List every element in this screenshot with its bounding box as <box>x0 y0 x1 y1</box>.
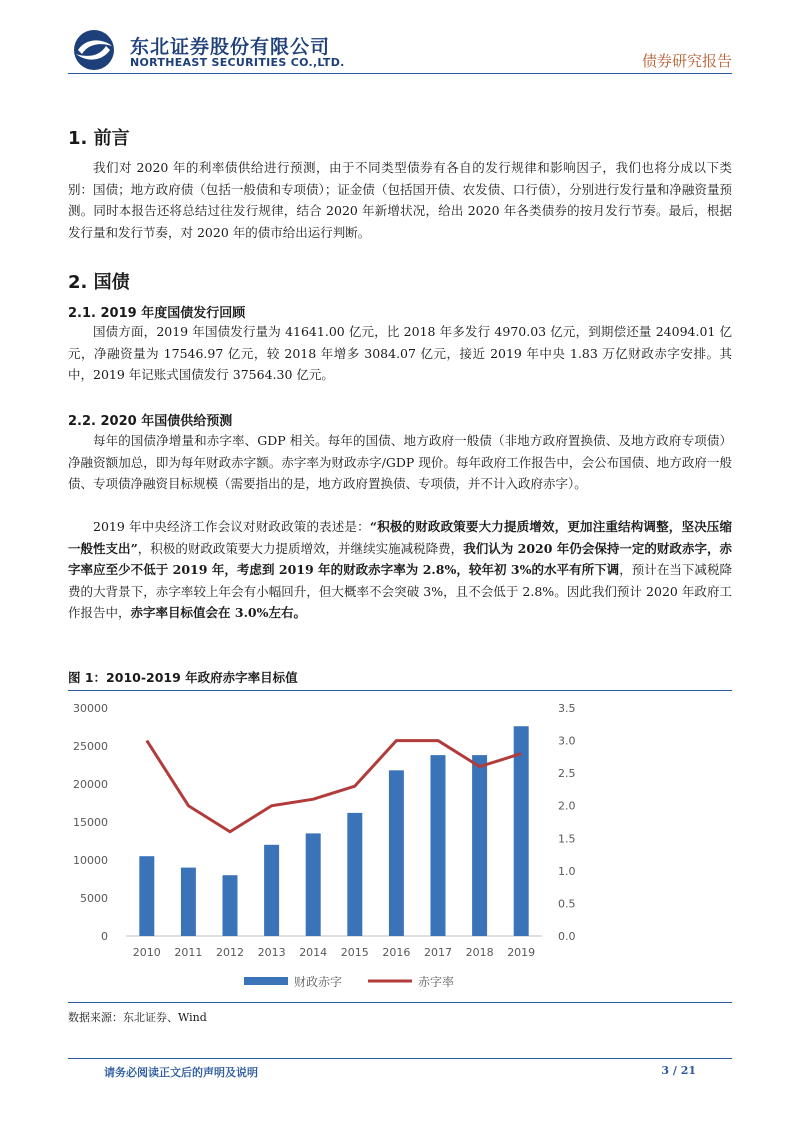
bar-deficit <box>347 813 362 936</box>
bar-deficit <box>264 845 279 936</box>
footer-disclaimer: 请务必阅读正文后的声明及说明 <box>104 1066 258 1079</box>
page-number: 3 / 21 <box>661 1064 696 1077</box>
bar-deficit <box>223 875 238 936</box>
figure-title: 图 1：2010-2019 年政府赤字率目标值 <box>68 670 298 685</box>
legend-bar-swatch <box>244 977 288 985</box>
x-tick-label: 2019 <box>507 946 536 959</box>
x-tick-label: 2010 <box>132 946 161 959</box>
para2-part-b: “积极的财政政策要大力提质增效，更加注重结构调整，坚决压缩一般性支出” <box>68 519 732 556</box>
company-name-en: NORTHEAST SECURITIES CO.,LTD. <box>130 56 345 69</box>
y-left-tick-label: 10000 <box>73 854 108 867</box>
subsection-2-1-paragraph: 国债方面，2019 年国债发行量为 41641.00 亿元，比 2018 年多发行 4970.03 亿元，到期偿还量 24094.01 亿元，净融资量为 17546.97 亿元，较 2018 年增多 3084.07 亿元，接近 2019 年中央 1.83 万亿财政赤字安排。其中，2019 年记账式国债发行 37564.30 亿元。 <box>68 324 732 382</box>
deficit-chart <box>68 692 732 1002</box>
header-divider <box>68 73 732 74</box>
para2-part-a: 2019 年中央经济工作会议对财政政策的表述是： <box>93 519 370 534</box>
subsection-2-1-title: 2.1. 2019 年度国债发行回顾 <box>68 306 246 321</box>
section-2-title: 2. 国债 <box>68 272 130 293</box>
y-left-tick-label: 15000 <box>73 816 108 829</box>
company-name-cn: 东北证券股份有限公司 <box>130 36 331 58</box>
figure-bottom-rule <box>68 1002 732 1003</box>
y-right-tick-label: 2.0 <box>558 799 576 813</box>
y-left-tick-label: 25000 <box>73 740 108 753</box>
x-tick-label: 2017 <box>424 946 452 959</box>
bar-deficit <box>306 833 321 936</box>
subsection-2-2-paragraph-1: 每年的国债净增量和赤字率、GDP 相关。每年的国债、地方政府一般债（非地方政府置换债、及地方政府专项债）净融资额加总，即为每年财政赤字额。赤字率为财政赤字/GDP 现价。每年政府工作报告中，会公布国债、地方政府一般债、专项债净融资目标规模（需要指出的是，地方政府置换债、专项债，并不计入政府赤字）。 <box>68 433 732 491</box>
subsection-2-2-title: 2.2. 2020 年国债供给预测 <box>68 414 233 429</box>
y-left-tick-label: 20000 <box>73 778 108 791</box>
line-deficit-rate <box>147 741 521 832</box>
x-tick-label: 2011 <box>174 946 203 959</box>
para2-part-d: 我们认为 2020 年仍会保持一定的财政赤字，赤字率应至少不低于 2019 年，考虑到 2019 年的财政赤字率为 2.8%，较年初 3%的水平有所下调 <box>68 540 732 577</box>
bar-deficit <box>514 726 529 936</box>
y-left-tick-label: 30000 <box>73 702 108 715</box>
bar-deficit <box>181 868 196 936</box>
bar-deficit <box>472 755 487 936</box>
y-right-tick-label: 2.5 <box>558 767 576 781</box>
subsection-2-2-paragraph-2 <box>68 516 732 624</box>
x-tick-label: 2014 <box>299 946 328 959</box>
para2-part-e: ，预计在当下减税降费的大背景下，赤字率较上年会有小幅回升，但大概率不会突破 3%，且不会低于 2.8%。因此我们预计 2020 年政府工作报告中， <box>68 562 732 620</box>
section-1-paragraph: 我们对 2020 年的利率债供给进行预测，由于不同类型债券有各自的发行规律和影响因子，我们也将分成以下类别：国债；地方政府债（包括一般债和专项债）；证金债（包括国开债、农发债、口行债），分别进行发行量和净融资量预测。同时本报告还将总结过往发行规律，结合 2020 年新增状况，给出 2020 年各类债券的按月发行节奏。最后，根据发行量和发行节奏，对 2020 年的债市给出运行判断。 <box>68 160 732 240</box>
legend-line-label: 赤字率 <box>418 975 455 989</box>
data-source: 数据来源：东北证券、Wind <box>68 1011 207 1024</box>
y-right-tick-label: 1.5 <box>558 832 576 846</box>
y-right-tick-label: 0.0 <box>558 930 576 943</box>
figure-top-rule <box>68 690 732 691</box>
y-right-tick-label: 1.0 <box>558 864 576 878</box>
x-tick-label: 2016 <box>382 946 411 959</box>
footer-divider <box>68 1058 732 1059</box>
x-tick-label: 2015 <box>340 946 369 959</box>
para2-part-c: ，积极的财政政策要大力提质增效，并继续实施减税降费， <box>137 540 464 556</box>
bar-deficit <box>139 856 154 936</box>
section-1-title: 1. 前言 <box>68 128 130 149</box>
bar-deficit <box>431 755 446 936</box>
legend-bar-label: 财政赤字 <box>294 975 343 989</box>
x-tick-label: 2013 <box>257 946 286 959</box>
x-tick-label: 2018 <box>465 946 494 959</box>
company-logo <box>70 28 122 72</box>
report-type: 债券研究报告 <box>641 52 732 70</box>
y-left-tick-label: 0 <box>101 930 108 943</box>
bar-deficit <box>389 770 404 936</box>
para2-part-f: 赤字率目标值会在 3.0%左右。 <box>130 605 306 620</box>
x-tick-label: 2012 <box>216 946 244 959</box>
y-right-tick-label: 3.5 <box>558 702 576 715</box>
y-left-tick-label: 5000 <box>80 892 108 905</box>
y-right-tick-label: 0.5 <box>558 897 576 911</box>
y-right-tick-label: 3.0 <box>558 734 576 748</box>
